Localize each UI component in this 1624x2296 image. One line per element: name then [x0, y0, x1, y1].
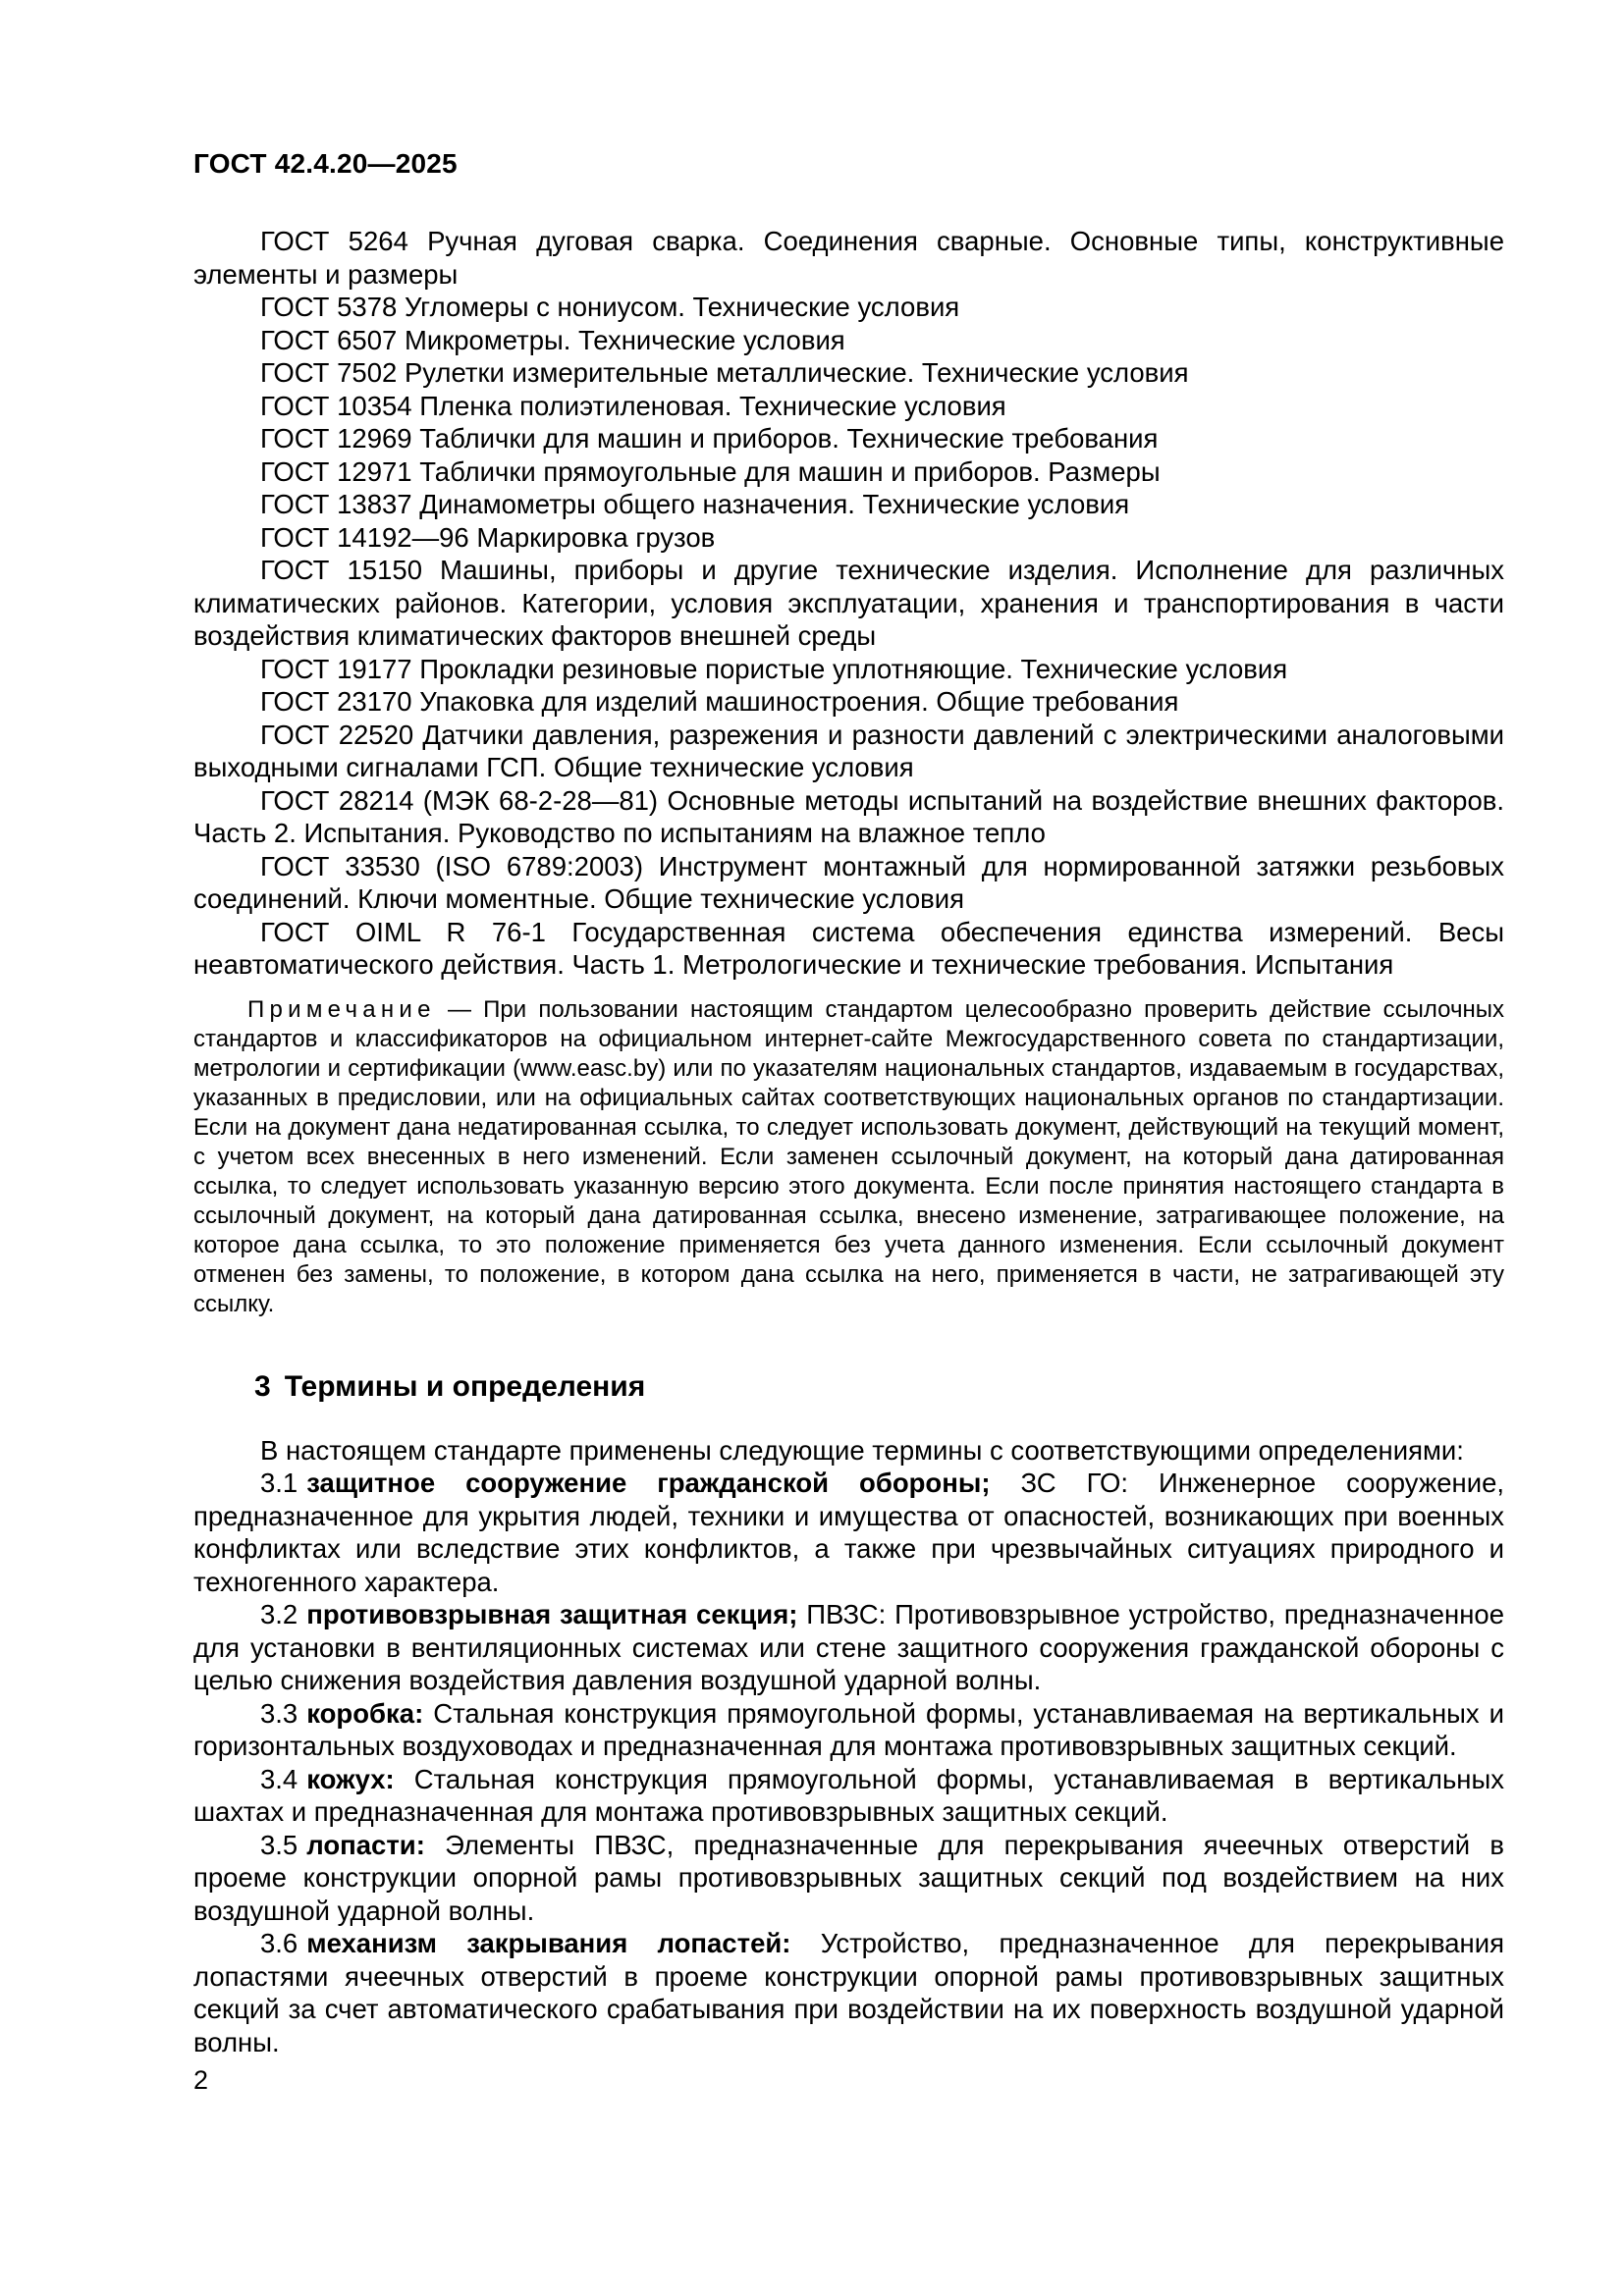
note-label: Примечание: [247, 995, 436, 1023]
term-definition: Устройство, предназначенное для перекрывания лопастями ячеечных отверстий в проеме конструкции опорной рамы противовзрывных защитных секций за счет автоматического срабатывания при воздействии на их поверхность воздушной ударной волны.: [193, 1928, 1504, 2057]
term-title: противовзрывная защитная секция;: [306, 1599, 798, 1629]
term-number: 3.5: [260, 1829, 298, 1860]
term-item: [193, 1697, 1504, 1763]
reference-item: ГОСТ 10354 Пленка полиэтиленовая. Технические условия: [260, 390, 1006, 421]
reference-item: ГОСТ 15150 Машины, приборы и другие технические изделия. Исполнение для различных климатических районов. Категории, условия эксплуатации, хранения и транспортирования в части воздействия климатических факторов внешней среды: [193, 555, 1504, 651]
term-title: механизм закрывания лопастей:: [306, 1928, 791, 1958]
term-title: защитное сооружение гражданской обороны;: [306, 1468, 991, 1498]
reference-item: ГОСТ 6507 Микрометры. Технические условия: [260, 324, 845, 355]
term-number: 3.4: [260, 1763, 298, 1794]
term-definition: Стальная конструкция прямоугольной формы, устанавливаемая в вертикальных шахтах и предназначенная для монтажа противовзрывных защитных секций.: [193, 1763, 1505, 1827]
section-title: Термины и определения: [284, 1369, 646, 1403]
reference-item: ГОСТ 33530 (ISO 6789:2003) Инструмент монтажный для нормированной затяжки резьбовых соединений. Ключи моментные. Общие технические условия: [193, 850, 1504, 914]
note-text: — При пользовании настоящим стандартом целесообразно проверить действие ссылочных стандартов и классификаторов на официальном интернет-сайте Межгосударственного совета по стандартизации, метрологии и сертификации (www.easc.by) или по указателям национальных стандартов, издаваемым в государствах, указанных в предисловии, или на официальных сайтах соответствующих национальных органов по стандартизации. Если на документ дана недатированная ссылка, то следует использовать документ, действующий на текущий момент, с учетом всех внесенных в него изменений. Если заменен ссылочный документ, на который дана датированная ссылка, то следует использовать указанную версию этого документа. Если после принятия настоящего стандарта в ссылочный документ, на который дана датированная ссылка, внесено изменение, затрагивающее положение, на которое дана ссылка, то это положение применяется без учета данного изменения. Если ссылочный документ отменен без замены, то положение, в котором дана ссылка на него, применяется в части, не затрагивающей эту ссылку.: [193, 995, 1504, 1317]
reference-item: ГОСТ 19177 Прокладки резиновые пористые уплотняющие. Технические условия: [260, 653, 1288, 684]
term-number: 3.3: [260, 1697, 298, 1729]
section-intro: В настоящем стандарте применены следующие термины с соответствующими определениями:: [260, 1434, 1464, 1466]
term-title: коробка:: [306, 1697, 424, 1729]
term-definition: Противовзрывное устройство, предназначенное для установки в вентиляционных системах или стене защитного сооружения гражданской обороны с целью снижения воздействия давления воздушной ударной волны.: [193, 1599, 1505, 1695]
reference-item: ГОСТ 28214 (МЭК 68-2-28—81) Основные методы испытаний на воздействие внешних факторов. Часть 2. Испытания. Руководство по испытаниям на влажное тепло: [193, 784, 1504, 848]
term-item: [193, 1829, 1504, 1928]
reference-item: ГОСТ 5378 Угломеры с нониусом. Технические условия: [260, 292, 960, 322]
term-item: [193, 1927, 1504, 2058]
references-list: [193, 225, 1504, 982]
section-header: [193, 1366, 1565, 1408]
term-number: 3.2: [260, 1599, 298, 1629]
term-definition: Элементы ПВЗС, предназначенные для перекрывания ячеечных отверстий в проеме конструкции опорной рамы противовзрывных защитных секций под воздействием на них воздушной ударной волны.: [193, 1829, 1505, 1926]
reference-item: ГОСТ 7502 Рулетки измерительные металлические. Технические условия: [260, 357, 1189, 388]
term-item: [193, 1763, 1504, 1829]
reference-item: ГОСТ OIML R 76-1 Государственная система обеспечения единства измерений. Весы неавтоматического действия. Часть 1. Метрологические и технические требования. Испытания: [193, 916, 1504, 980]
page-number: 2: [193, 2065, 209, 2095]
reference-item: ГОСТ 12971 Таблички прямоугольные для машин и приборов. Размеры: [260, 455, 1161, 487]
term-abbr: ЗС ГО:: [1020, 1468, 1128, 1498]
note-paragraph: [193, 995, 1504, 1319]
term-abbr: ПВЗС:: [806, 1599, 887, 1629]
section-number: 3: [254, 1369, 271, 1403]
reference-item: ГОСТ 13837 Динамометры общего назначения. Технические условия: [260, 489, 1130, 519]
term-definition: Инженерное сооружение, предназначенное для укрытия людей, техники и имущества от опасностей, возникающих при военных конфликтах или вследствие этих конфликтов, а также при чрезвычайных ситуациях природного и техногенного характера.: [193, 1468, 1505, 1597]
note-block: [193, 995, 1504, 1319]
terms-section: [193, 1434, 1504, 2059]
term-definition: Стальная конструкция прямоугольной формы, устанавливаемая на вертикальных и горизонтальных воздуховодах и предназначенная для монтажа противовзрывных защитных секций.: [193, 1697, 1504, 1761]
running-header: ГОСТ 42.4.20—2025: [193, 148, 458, 179]
reference-item: ГОСТ 12969 Таблички для машин и приборов. Технические требования: [260, 423, 1159, 454]
reference-item: ГОСТ 23170 Упаковка для изделий машиностроения. Общие требования: [260, 686, 1179, 717]
term-title: кожух:: [306, 1763, 395, 1794]
reference-item: ГОСТ 22520 Датчики давления, разрежения и разности давлений с электрическими аналоговыми выходными сигналами ГСП. Общие технические условия: [193, 719, 1504, 782]
term-number: 3.6: [260, 1928, 298, 1958]
term-item: [193, 1598, 1504, 1697]
reference-item: ГОСТ 5264 Ручная дуговая сварка. Соединения сварные. Основные типы, конструктивные элементы и размеры: [193, 226, 1504, 290]
reference-item: ГОСТ 14192—96 Маркировка грузов: [260, 521, 716, 553]
term-number: 3.1: [260, 1468, 298, 1498]
term-item: [193, 1467, 1504, 1598]
term-title: лопасти:: [306, 1829, 425, 1860]
